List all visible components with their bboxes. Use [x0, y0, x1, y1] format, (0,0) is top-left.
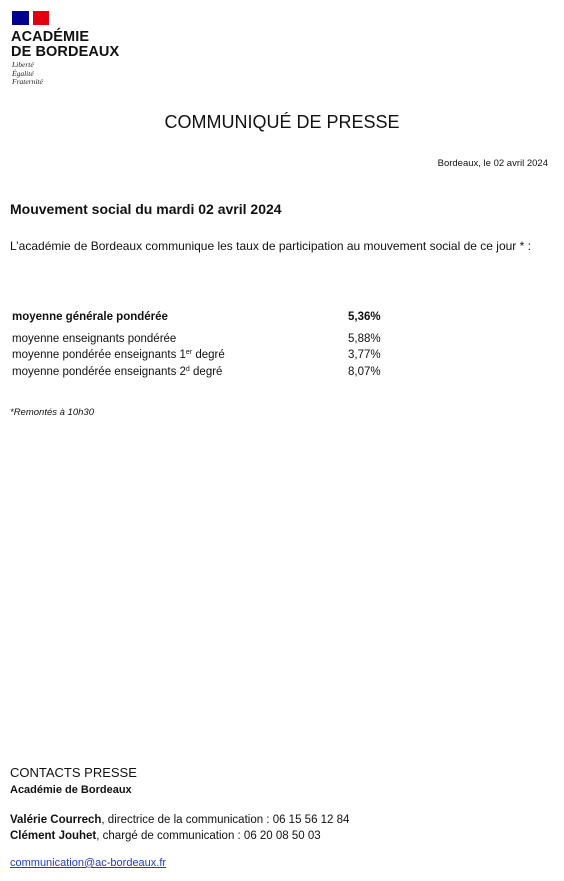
- dateline: Bordeaux, le 02 avril 2024: [437, 158, 548, 169]
- document-title: COMMUNIQUÉ DE PRESSE: [164, 112, 400, 132]
- contact-email-link[interactable]: communication@ac-bordeaux.fr: [10, 857, 167, 869]
- flag-red-stripe: [33, 11, 49, 25]
- motto-fraternite: Fraternité: [12, 77, 43, 86]
- republic-motto: [12, 61, 43, 87]
- contact-role: , chargé de communication : 06 20 08 50 03: [96, 830, 321, 842]
- institution-line-1: ACADÉMIE: [11, 29, 90, 45]
- rate-value: 5,88%: [348, 333, 381, 345]
- institution-name: [11, 30, 119, 59]
- marianne-flag-logo: [12, 11, 49, 25]
- rate-value: 5,36%: [348, 311, 381, 323]
- institution-line-2: DE BORDEAUX: [11, 43, 120, 60]
- contact-role: , directrice de la communication : 06 15 56 12 84: [101, 814, 350, 826]
- motto-egalite: Égalité: [12, 68, 34, 78]
- rate-label: moyenne pondérée enseignants 1er degré: [12, 349, 225, 361]
- contact-line: [10, 814, 349, 826]
- rate-value: 3,77%: [348, 349, 381, 361]
- press-subject: Mouvement social du mardi 02 avril 2024: [10, 201, 282, 217]
- contact-line: [10, 830, 321, 842]
- motto-liberte: Liberté: [12, 60, 34, 69]
- intro-paragraph: L’académie de Bordeaux communique les taux de participation au mouvement social de ce jour * :: [10, 239, 531, 253]
- rate-label: moyenne générale pondérée: [12, 311, 168, 323]
- footnote: *Remontés à 10h30: [10, 407, 94, 418]
- contacts-heading: CONTACTS PRESSE: [10, 765, 137, 780]
- rate-label: moyenne enseignants pondérée: [12, 333, 177, 345]
- flag-blue-stripe: [12, 11, 29, 25]
- contact-name: Clément Jouhet: [10, 830, 97, 842]
- rate-label: moyenne pondérée enseignants 2$^d$ degré: [12, 366, 223, 378]
- rate-value: 8,07%: [348, 366, 381, 378]
- contact-name: Valérie Courrech: [10, 814, 102, 826]
- contacts-organization: Académie de Bordeaux: [10, 784, 132, 796]
